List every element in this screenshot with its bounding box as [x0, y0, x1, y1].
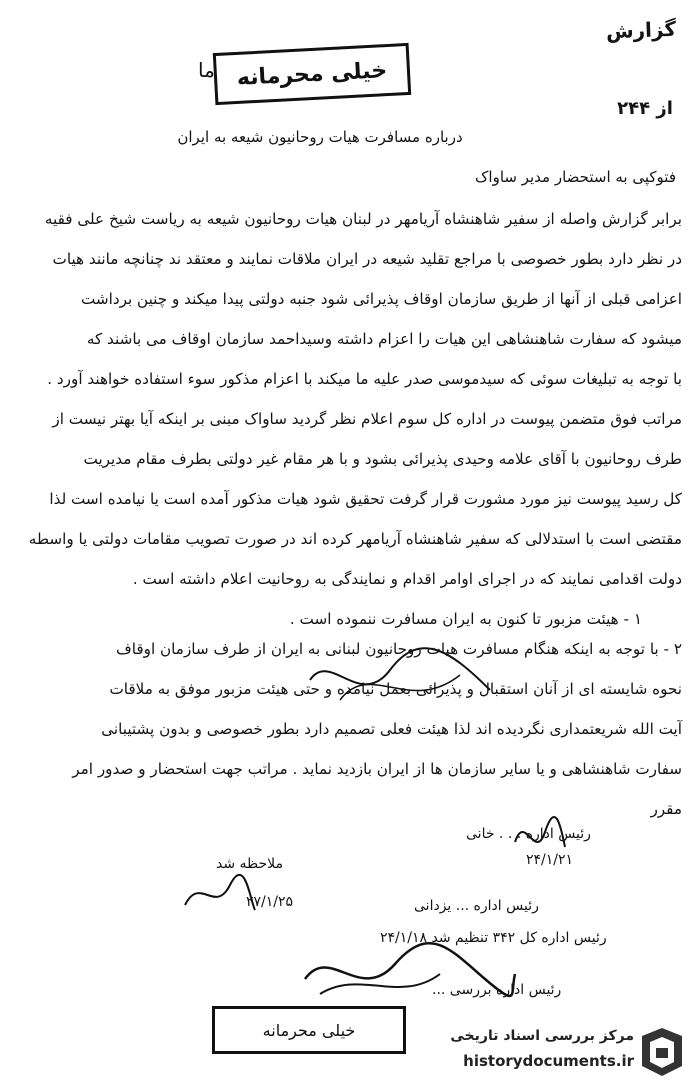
watermark-url: historydocuments.ir: [463, 1052, 634, 1070]
body-line: ۲ - با توجه به اینکه هنگام مسافرت هیات روحانیون لبنانی به ایران از طرف سازمان اوقاف: [116, 640, 682, 658]
watermark: [408, 1026, 688, 1082]
bottom-stamp-text: خیلی محرمانه: [262, 1020, 356, 1040]
signature-scribble-right: [510, 812, 570, 862]
report-label: گزارش: [605, 16, 677, 44]
bottom-classification-stamp: [212, 1006, 406, 1054]
body-line: مقتضی است با استدلالی که سفیر شاهنشاه آریامهر کرده اند در صورت تصویب مقامات دولتی یا واسطه: [28, 530, 682, 548]
body-line: مراتب فوق متضمن پیوست در اداره کل سوم اعلام نظر گردید ساواک مبنی بر اینکه آیا بهتر نیست از: [52, 410, 682, 428]
ink-scribble: [300, 640, 500, 720]
body-line: دولت اقدامی نمایند که در اجرای اوامر اقدام و نمایندگی به روحانیت اعلام داشته است .: [132, 570, 682, 588]
signature-block-right-line1: رئیس اداره . . . خانی: [466, 826, 591, 842]
signature-scribble-left: [180, 870, 260, 920]
body-line: طرف روحانیون با آقای علامه وحیدی پذیرائی بشود و با هر مقام غیر دولتی بطرف مقام مدیریت: [83, 450, 682, 468]
document-recipient: فتوکپی به استحضار مدیر ساواک: [474, 168, 676, 186]
report-number: از ۲۴۴: [617, 98, 673, 119]
body-line: اعزامی قبلی از آنها از طریق سازمان اوقاف پذیرائی شود جنبه دولتی پیدا میکند و چنین برداشت: [80, 290, 682, 308]
signature-scribble-bottom: [300, 934, 520, 1014]
body-line: نحوه شایسته ای از آنان استقبال و پذیرائی بعمل نیامده و حتی هیئت مزبور موفق به ملاقات: [109, 680, 682, 698]
signature-block-right-line2: ۲۴/۱/۲۱: [526, 852, 574, 868]
archive-logo-icon: [638, 1026, 686, 1078]
classification-stamp: [213, 43, 411, 105]
body-line: سفارت شاهنشاهی و یا سایر سازمان ها از ایران بازدید نماید . مراتب جهت استحضار و صدور امر: [72, 760, 682, 778]
body-line: برابر گزارش واصله از سفیر شاهنشاه آریامهر در لبنان هیات روحانیون شیعه به ریاست شیخ علی فقیه: [44, 210, 682, 228]
body-line: آیت الله شریعتمداری نگردیده اند لذا هیئت فعلی تصمیم دارد بطور خصوصی و بدون پشتیبانی: [101, 720, 682, 738]
signature-line-b: رئیس اداره کل ۳۴۲ تنظیم شد ۲۴/۱/۱۸: [380, 930, 607, 946]
signature-line-a: رئیس اداره ... یزدانی: [414, 898, 539, 914]
signature-date-left: ۲۷/۱/۲۵: [246, 894, 294, 910]
classification-stamp-text: خیلی محرمانه: [236, 57, 388, 91]
body-line: در نظر دارد بطور خصوصی با مراجع تقلید شیعه در ایران ملاقات نمایند و معتقد ند چنانچه مانند هیات: [52, 250, 682, 268]
body-line: میشود که سفارت شاهنشاهی این هیات را اعزام داشته وسیداحمد سازمان اوقاف می باشند که: [86, 330, 682, 348]
watermark-title: مرکز بررسی اسناد تاریخی: [450, 1028, 634, 1044]
body-line: کل رسید پیوست نیز مورد مشورت قرار گرفت تحقیق شود هیات مذکور آمده است یا نیامده است لذا: [49, 490, 682, 508]
signature-line-c: رئیس اداره بررسی ...: [432, 982, 562, 998]
body-line: با توجه به تبلیغات سوئی که سیدموسی صدر علیه ما میکند با اعزام مذکور سوء استفاده خواهند آورد .: [47, 370, 682, 388]
body-line: ۱ - هیئت مزبور تا کنون به ایران مسافرت ننموده است .: [289, 610, 642, 628]
stamp-mark: ما: [198, 58, 215, 82]
signature-note-left: ملاحظه شد: [216, 856, 284, 872]
body-line: مقرر: [650, 800, 682, 818]
document-subject: درباره مسافرت هیات روحانیون شیعه به ایران: [177, 128, 463, 146]
